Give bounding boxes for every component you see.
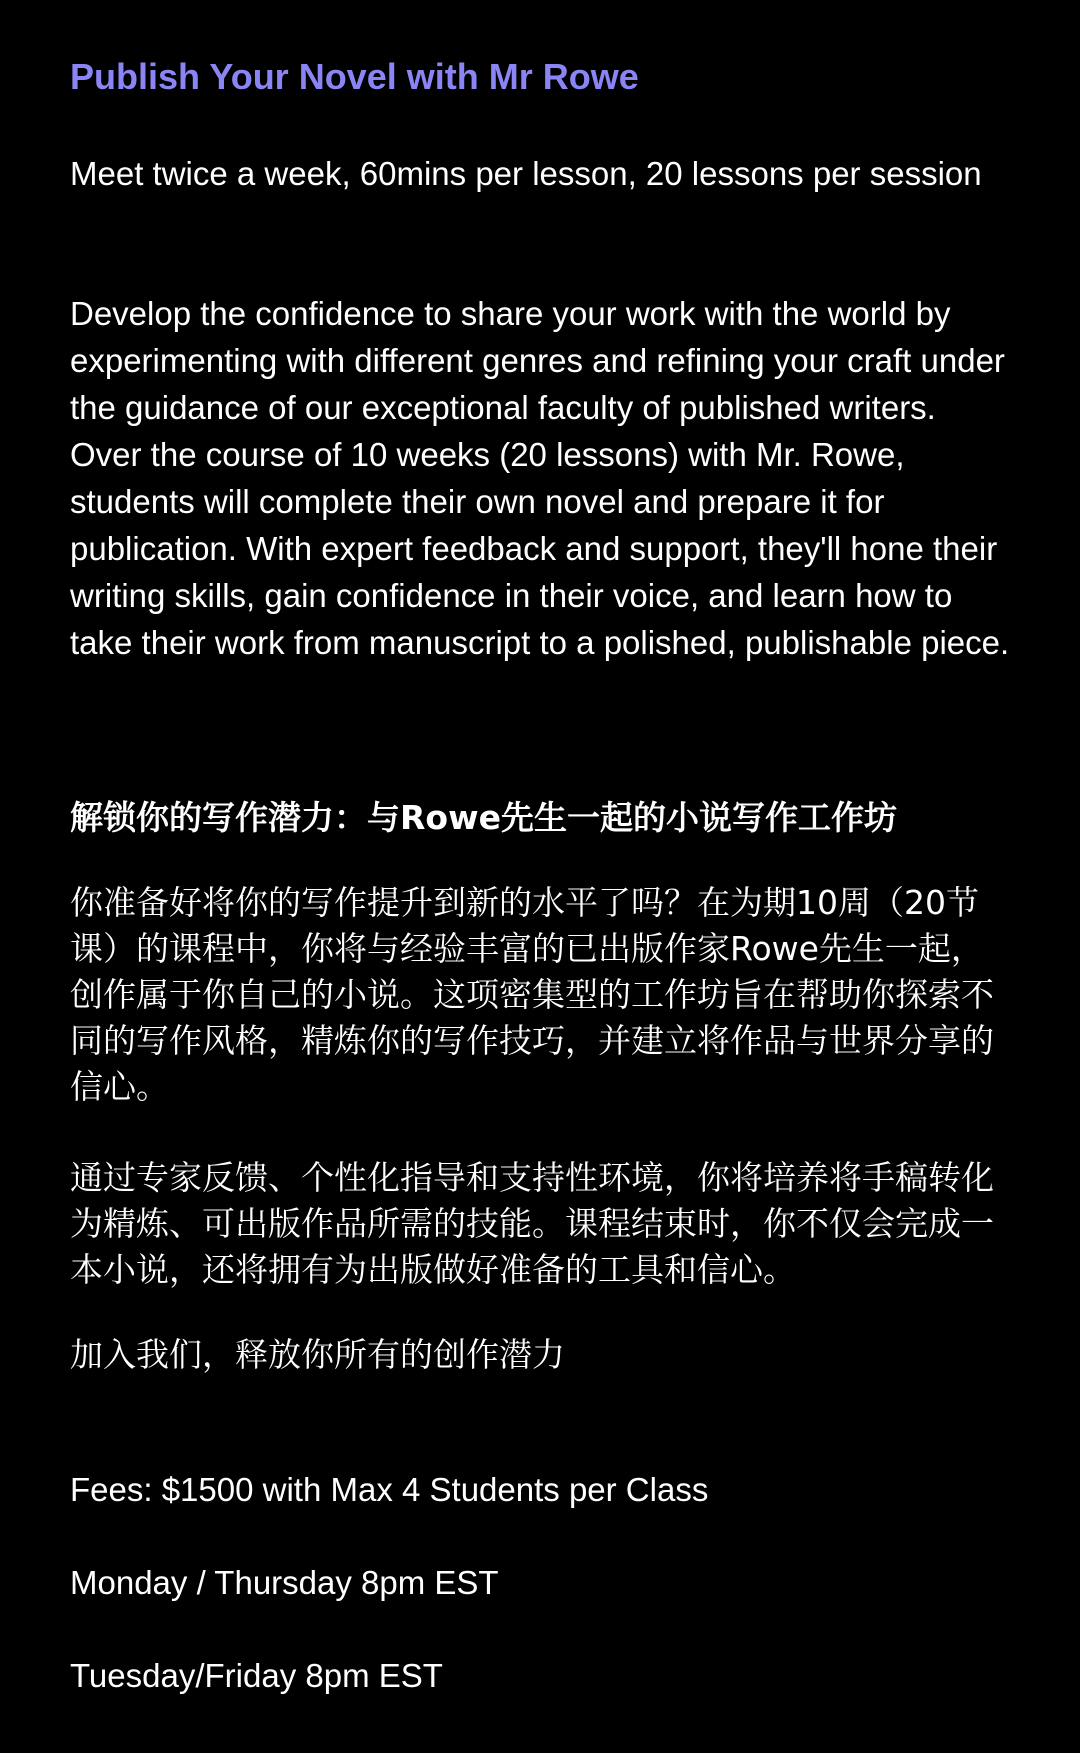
chinese-paragraph-feedback: 通过专家反馈、个性化指导和支持性环境，你将培养将手稿转化为精炼、可出版作品所需的技能。课程结束时，你不仅会完成一本小说，还将拥有为出版做好准备的工具和信心。 <box>70 1158 994 1289</box>
page-title: Publish Your Novel with Mr Rowe <box>70 56 639 97</box>
schedule-slot-monday-thursday: Monday / Thursday 8pm EST <box>70 1564 499 1601</box>
course-description: Develop the confidence to share your work with the world by experimenting with different genres and refining your craft under the guidance of our exceptional faculty of published writers. Over the course of 10 weeks (20 lessons) with Mr. Rowe, students will complete their own novel and prepare it for publication. With expert feedback and support, they'll hone their writing skills, gain confidence in their voice, and learn how to take their work from manuscript to a polished, publishable piece. <box>70 295 1010 661</box>
chinese-heading: 解锁你的写作潜力：与Rowe先生一起的小说写作工作坊 <box>70 798 897 837</box>
chinese-paragraph-intro: 你准备好将你的写作提升到新的水平了吗？在为期10周（20节课）的课程中，你将与经验丰富的已出版作家Rowe先生一起，创作属于你自己的小说。这项密集型的工作坊旨在帮助你探索不同的写作风格，精炼你的写作技巧，并建立将作品与世界分享的信心。 <box>70 883 994 1106</box>
schedule-summary: Meet twice a week, 60mins per lesson, 20 lessons per session <box>70 155 982 192</box>
schedule-slot-tuesday-friday: Tuesday/Friday 8pm EST <box>70 1657 443 1694</box>
chinese-call-to-action: 加入我们，释放你所有的创作潜力 <box>70 1335 565 1374</box>
fees-line: Fees: $1500 with Max 4 Students per Class <box>70 1471 709 1508</box>
